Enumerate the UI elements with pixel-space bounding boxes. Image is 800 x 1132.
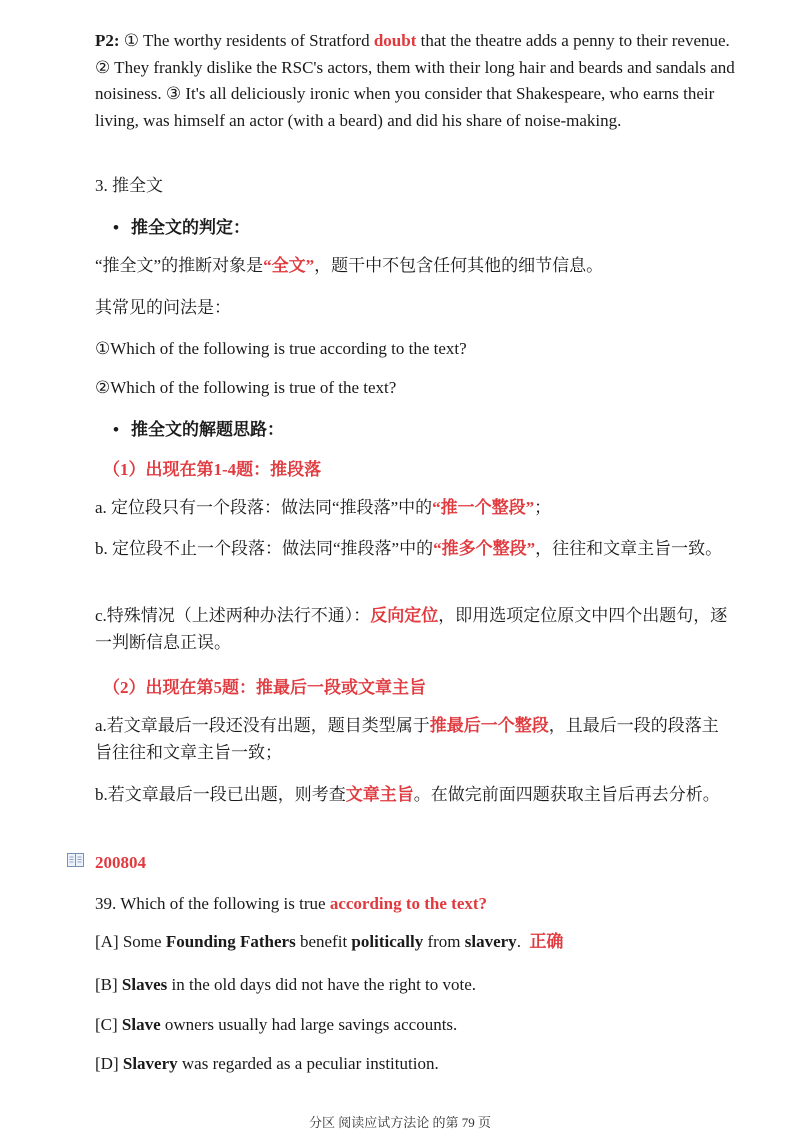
option-d-text: was regarded as a peculiar institution.: [177, 1054, 439, 1073]
option-a: [95, 929, 735, 956]
option-a-end: .: [516, 932, 521, 951]
option-a-prefix: [A] Some: [95, 932, 166, 951]
ask-question-1: ①Which of the following is true according to the text?: [95, 339, 467, 358]
case1-item-b: [95, 536, 735, 563]
p2-sentence-2: ② They frankly dislike the RSC's actors, them with their long hair and beards and sandals and noisiness.: [95, 57, 735, 103]
p2-keyword-doubt: doubt: [373, 31, 417, 50]
option-a-bold-2: politically: [351, 932, 424, 951]
case2-title: （2）出现在第5题：推最后一段或文章主旨: [103, 678, 426, 697]
case2-item-a: [95, 713, 735, 766]
example-code: 200804: [95, 853, 146, 872]
judge-definition: [95, 253, 735, 280]
option-a-bold-1: Founding Fathers: [165, 932, 296, 951]
option-c-bold: Slave: [121, 1015, 161, 1034]
option-b-prefix: [B]: [95, 975, 122, 994]
ask-intro: 其常见的问法是：: [95, 298, 231, 317]
case1-b-key: “推多个整段”: [433, 539, 536, 558]
p2-paragraph: [95, 28, 735, 134]
option-d-prefix: [D]: [95, 1054, 123, 1073]
book-icon: [67, 853, 84, 867]
option-d-bold: Slavery: [122, 1054, 178, 1073]
option-a-mid-1: benefit: [295, 932, 352, 951]
example-question-text: 39. Which of the following is true: [95, 894, 330, 913]
p2-sentence-1-end: that the theatre adds a penny to their revenue.: [416, 31, 730, 50]
ask-question-2: ②Which of the following is true of the text?: [95, 378, 397, 397]
judge-definition-key: “全文”: [263, 256, 315, 275]
case1-b-text: b. 定位段不止一个段落：做法同“推段落”中的: [95, 539, 434, 558]
option-c-text: owners usually had large savings accounts.: [160, 1015, 458, 1034]
page-footer: 分区 阅读应试方法论 的第 79 页: [308, 1115, 491, 1130]
example-question-key: according to the text?: [329, 894, 488, 913]
case2-b-text: b.若文章最后一段已出题，则考查: [95, 785, 346, 804]
case1-title: （1）出现在第1-4题：推段落: [103, 460, 322, 479]
case1-item-c: [95, 603, 735, 656]
judge-heading-text: 推全文的判定：: [131, 218, 250, 237]
case2-b-end: 。在做完前面四题获取主旨后再去分析。: [413, 785, 720, 804]
case1-a-end: ；: [534, 498, 552, 517]
option-c-prefix: [C]: [95, 1015, 122, 1034]
p2-sentence-3: ③ It's all deliciously ironic when you consider that Shakespeare, who earns their living, was himself an actor (with a beard) and did his share of noise-making.: [95, 84, 715, 130]
p2-label: P2:: [95, 31, 120, 50]
option-b-text: in the old days did not have the right to vote.: [167, 975, 477, 994]
case2-b-key: 文章主旨: [345, 785, 414, 804]
section-title: 3. 推全文: [95, 176, 163, 195]
option-c: [95, 1012, 735, 1039]
option-b-bold: Slaves: [121, 975, 168, 994]
case1-item-a: [95, 495, 735, 522]
judge-heading: [113, 213, 250, 238]
approach-heading-text: 推全文的解题思路：: [131, 420, 284, 439]
approach-heading: [113, 415, 284, 440]
p2-sentence-1: ① The worthy residents of Stratford: [123, 31, 374, 50]
example-question: [95, 891, 735, 918]
case2-item-b: [95, 782, 735, 809]
case1-b-end: ，往往和文章主旨一致。: [535, 539, 723, 558]
case1-c-key: 反向定位: [370, 606, 439, 625]
correct-mark: 正确: [529, 932, 564, 951]
case1-a-key: “推一个整段”: [432, 498, 535, 517]
case1-c-text: c.特殊情况（上述两种办法行不通）：: [95, 606, 371, 625]
option-b: [95, 972, 735, 999]
option-a-bold-3: slavery: [464, 932, 517, 951]
option-a-mid-2: from: [423, 932, 465, 951]
judge-definition-text: “推全文”的推断对象是: [95, 256, 264, 275]
case1-c-end: ，即用选项定位原文中四个出题句，逐一判断信息正误。: [95, 606, 728, 652]
case1-a-text: a. 定位段只有一个段落：做法同“推段落”中的: [95, 498, 433, 517]
case2-a-text: a.若文章最后一段还没有出题，题目类型属于: [95, 716, 430, 735]
judge-definition-end: ，题干中不包含任何其他的细节信息。: [314, 256, 604, 275]
case2-a-end: ，且最后一段的段落主旨往往和文章主旨一致；: [95, 716, 719, 762]
case2-a-key: 推最后一个整段: [429, 716, 549, 735]
option-d: [95, 1051, 735, 1078]
